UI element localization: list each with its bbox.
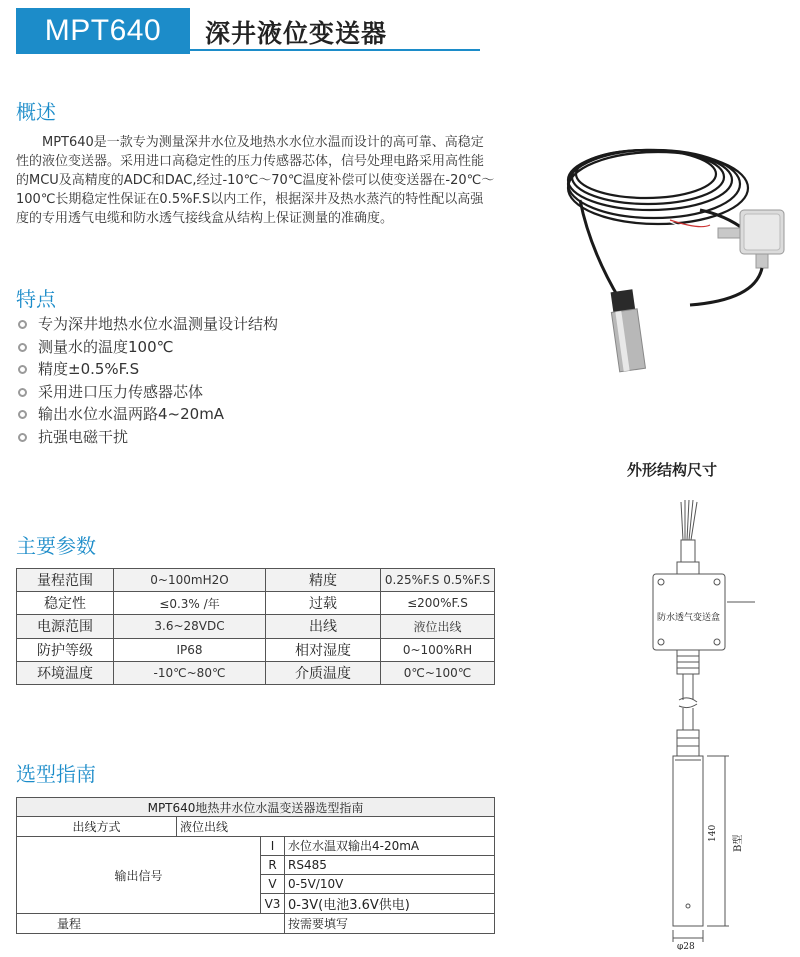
table-row xyxy=(17,615,495,638)
signal-code: V3 xyxy=(261,894,285,914)
model-badge: MPT640 xyxy=(16,8,190,54)
table-row xyxy=(17,914,495,933)
param-key: 相对湿度 xyxy=(266,638,381,661)
feature-item: 输出水位水温两路4~20mA xyxy=(16,403,278,426)
param-key: 稳定性 xyxy=(17,592,114,615)
dimension-drawing xyxy=(615,490,795,950)
outlet-value: 液位出线 xyxy=(177,817,495,836)
table-row xyxy=(17,569,495,592)
feature-item: 专为深井地热水位水温测量设计结构 xyxy=(16,313,278,336)
param-value: ≤200%F.S xyxy=(381,592,495,615)
param-key: 过载 xyxy=(266,592,381,615)
table-row xyxy=(17,592,495,615)
header-underline xyxy=(190,49,480,51)
type-label: B型 xyxy=(733,834,744,852)
param-key: 介质温度 xyxy=(266,661,381,684)
product-photo xyxy=(550,130,790,380)
bullet-icon xyxy=(18,388,27,397)
param-value: 0.25%F.S 0.5%F.S xyxy=(381,569,495,592)
param-key: 防护等级 xyxy=(17,638,114,661)
table-row xyxy=(17,661,495,684)
dimensions-heading: 外形结构尺寸 xyxy=(627,461,718,479)
signal-desc: RS485 xyxy=(285,855,495,874)
param-value: 0~100%RH xyxy=(381,638,495,661)
signal-code: R xyxy=(261,855,285,874)
param-value: ≤0.3% /年 xyxy=(114,592,266,615)
feature-item: 抗强电磁干扰 xyxy=(16,426,278,449)
signal-code: I xyxy=(261,836,285,855)
param-value: -10℃~80℃ xyxy=(114,661,266,684)
param-key: 精度 xyxy=(266,569,381,592)
feature-item: 采用进口压力传感器芯体 xyxy=(16,381,278,404)
outlet-label: 出线方式 xyxy=(17,817,177,836)
selection-heading: 选型指南 xyxy=(16,762,96,786)
param-value: 液位出线 xyxy=(381,615,495,638)
bullet-icon xyxy=(18,343,27,352)
param-key: 量程范围 xyxy=(17,569,114,592)
signal-desc: 水位水温双输出4-20mA xyxy=(285,836,495,855)
selection-table xyxy=(16,797,495,934)
param-key: 电源范围 xyxy=(17,615,114,638)
signal-code: V xyxy=(261,875,285,894)
signal-desc: 0-3V(电池3.6V供电) xyxy=(285,894,495,914)
box-label: 防水透气变送盒 xyxy=(657,613,721,623)
bullet-icon xyxy=(18,410,27,419)
signal-label: 输出信号 xyxy=(17,836,261,914)
bullet-icon xyxy=(18,365,27,374)
diameter-label: φ28 xyxy=(677,942,695,950)
overview-section xyxy=(16,133,496,228)
length-label: 140 xyxy=(708,824,718,842)
param-key: 环境温度 xyxy=(17,661,114,684)
signal-desc: 0-5V/10V xyxy=(285,875,495,894)
table-row xyxy=(17,836,495,855)
page-title: 深井液位变送器 xyxy=(205,19,388,48)
param-key: 出线 xyxy=(266,615,381,638)
range-label: 量程 xyxy=(17,914,285,933)
range-value: 按需要填写 xyxy=(285,914,495,933)
feature-item: 测量水的温度100℃ xyxy=(16,336,278,359)
param-value: 0℃~100℃ xyxy=(381,661,495,684)
table-row xyxy=(17,798,495,817)
bullet-icon xyxy=(18,320,27,329)
param-value: 0~100mH2O xyxy=(114,569,266,592)
overview-text: MPT640是一款专为测量深井水位及地热水水位水温而设计的高可靠、高稳定性的液位变送器。采用进口高稳定性的压力传感器芯体，信号处理电路采用高性能的MCU及高精度的ADC和DAC,经过-10℃～70℃温度补偿可以使变送器在-20℃～100℃长期稳定性保证在0.5%F.S以内工作，根据深井及热水蒸汽的特性配以高强度的专用透气电缆和防水透气接线盒从结构上保证测量的准确度。 xyxy=(16,135,495,226)
bullet-icon xyxy=(18,433,27,442)
overview-heading: 概述 xyxy=(16,100,56,124)
table-row xyxy=(17,817,495,836)
feature-item: 精度±0.5%F.S xyxy=(16,358,278,381)
param-value: IP68 xyxy=(114,638,266,661)
params-table xyxy=(16,568,495,685)
features-heading: 特点 xyxy=(16,287,56,311)
selection-table-title: MPT640地热井水位水温变送器选型指南 xyxy=(17,798,495,817)
features-list xyxy=(16,313,278,449)
params-heading: 主要参数 xyxy=(16,534,96,558)
page-header xyxy=(0,0,800,58)
param-value: 3.6~28VDC xyxy=(114,615,266,638)
table-row xyxy=(17,638,495,661)
